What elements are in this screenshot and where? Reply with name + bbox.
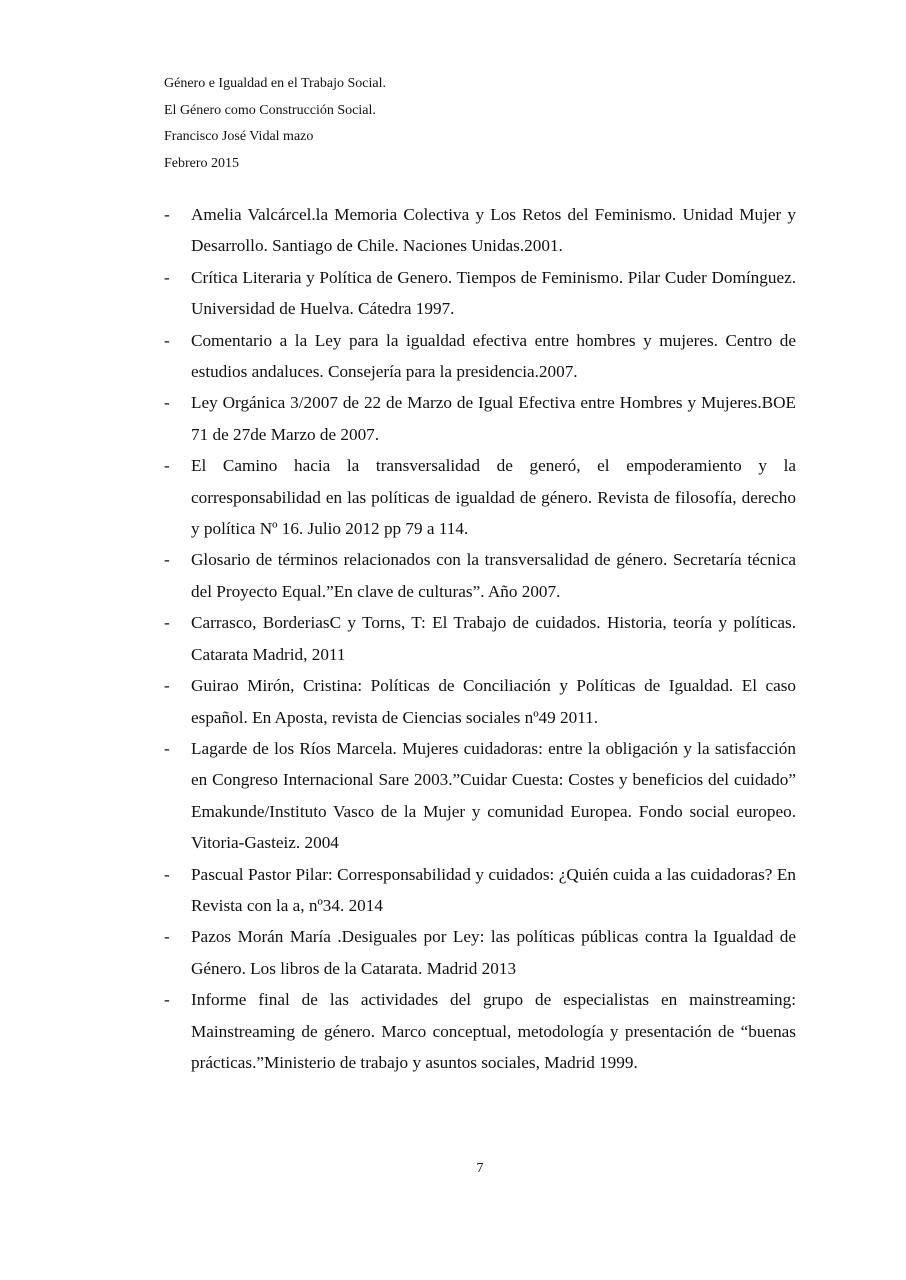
bibliography-item: [164, 984, 796, 1078]
header-title: Género e Igualdad en el Trabajo Social.: [164, 76, 386, 91]
bibliography-item: [164, 733, 796, 859]
list-bullet: -: [164, 267, 170, 287]
header-author: Francisco José Vidal mazo: [164, 129, 314, 145]
reference-text: El Camino hacia la transversalidad de generó, el empoderamiento y la corresponsabilidad en las políticas de igualdad de género. Revista de filosofía, derecho y política Nº 16. Julio 2012 pp 79 a 114.: [191, 456, 796, 539]
list-bullet: -: [164, 393, 170, 413]
bibliography-item: [164, 670, 796, 733]
reference-text: Glosario de términos relacionados con la transversalidad de género. Secretaría técnica del Proyecto Equal.”En clave de culturas”. Año 2007.: [191, 550, 796, 601]
bibliography-item: [164, 544, 796, 607]
reference-text: Amelia Valcárcel.la Memoria Colectiva y Los Retos del Feminismo. Unidad Mujer y Desarrollo. Santiago de Chile. Naciones Unidas.2001.: [191, 205, 796, 256]
reference-text: Pazos Morán María .Desiguales por Ley: las políticas públicas contra la Igualdad de Género. Los libros de la Catarata. Madrid 2013: [191, 927, 796, 978]
reference-text: Ley Orgánica 3/2007 de 22 de Marzo de Igual Efectiva entre Hombres y Mujeres.BOE 71 de 27de Marzo de 2007.: [191, 393, 796, 444]
list-bullet: -: [164, 738, 170, 758]
reference-text: Guirao Mirón, Cristina: Políticas de Conciliación y Políticas de Igualdad. El caso español. En Aposta, revista de Ciencias sociales nº49 2011.: [191, 676, 796, 727]
list-bullet: -: [164, 330, 170, 350]
running-header: [164, 71, 764, 178]
reference-text: Carrasco, BorderiasC y Torns, T: El Trabajo de cuidados. Historia, teoría y políticas. Catarata Madrid, 2011: [191, 613, 796, 664]
bibliography-item: [164, 921, 796, 984]
reference-text: Comentario a la Ley para la igualdad efectiva entre hombres y mujeres. Centro de estudios andaluces. Consejería para la presidencia.2007.: [191, 330, 796, 382]
bibliography-item: [164, 607, 796, 670]
page-number: 7: [476, 1161, 484, 1176]
header-subtitle: El Género como Construcción Social.: [164, 102, 376, 118]
reference-text: Crítica Literaria y Política de Genero. Tiempos de Feminismo. Pilar Cuder Domínguez. Universidad de Huelva. Cátedra 1997.: [191, 267, 796, 319]
reference-text: Informe final de las actividades del grupo de especialistas en mainstreaming: Mainstreaming de género. Marco conceptual, metodología y presentación de “buenas prácticas.”Ministerio de trabajo y asuntos sociales, Madrid 1999.: [191, 990, 796, 1072]
list-bullet: -: [164, 676, 170, 696]
list-bullet: -: [164, 456, 170, 476]
list-bullet: -: [164, 613, 170, 633]
reference-text: Lagarde de los Ríos Marcela. Mujeres cuidadoras: entre la obligación y la satisfacción en Congreso Internacional Sare 2003.”Cuidar Cuesta: Costes y beneficios del cuidado” Emakunde/Instituto Vasco de la Mujer y comunidad Europea. Fondo social europeo. Vitoria-Gasteiz. 2004: [191, 738, 796, 853]
header-date: Febrero 2015: [164, 156, 240, 172]
reference-text: Pascual Pastor Pilar: Corresponsabilidad y cuidados: ¿Quién cuida a las cuidadoras? En Revista con la a, nº34. 2014: [191, 864, 796, 915]
bibliography-list: [164, 199, 796, 1078]
bibliography-item: [164, 859, 796, 922]
bibliography-item: [164, 262, 796, 325]
list-bullet: -: [164, 990, 170, 1010]
bibliography-item: [164, 325, 796, 388]
bibliography-item: [164, 387, 796, 450]
list-bullet: -: [164, 550, 170, 570]
list-bullet: -: [164, 205, 170, 224]
bibliography-item: [164, 450, 796, 544]
list-bullet: -: [164, 927, 170, 947]
bibliography-item: [164, 199, 796, 262]
list-bullet: -: [164, 864, 170, 884]
